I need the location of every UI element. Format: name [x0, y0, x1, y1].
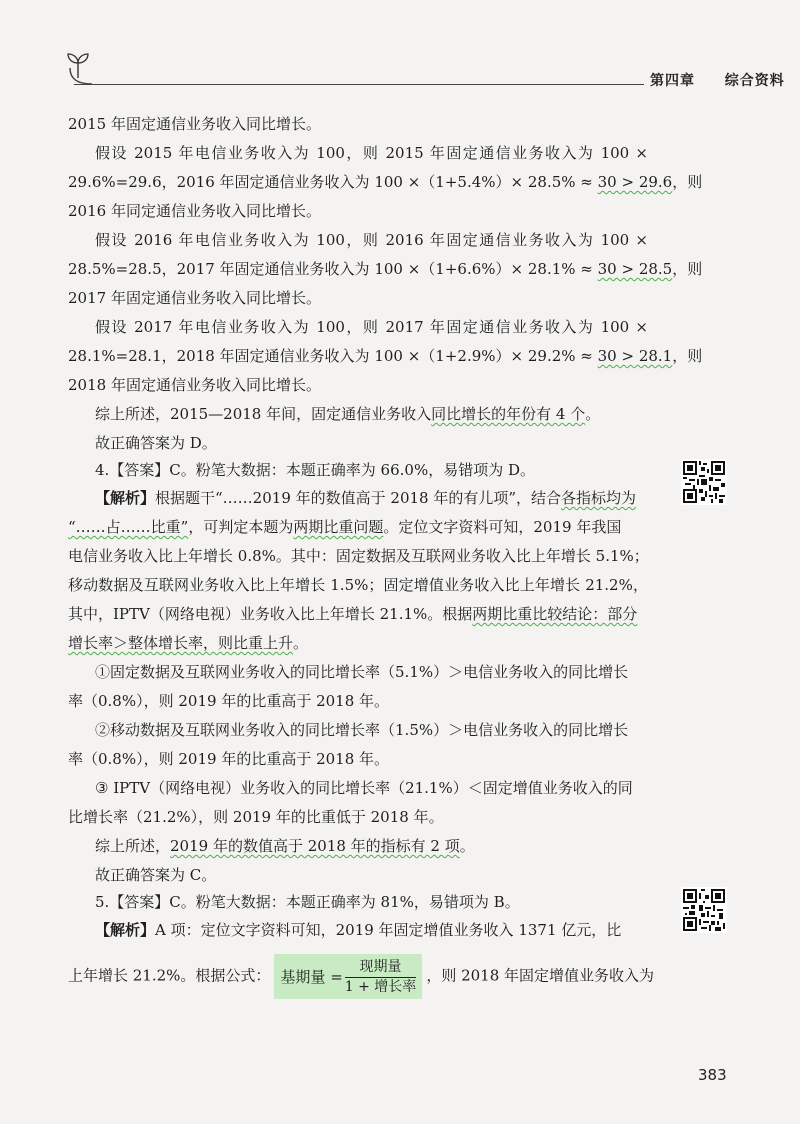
- highlight-run: 两期比重比较结论：部分: [472, 605, 638, 623]
- formula-highlight: [274, 954, 422, 999]
- text-run: 上年增长 21.2%。根据公式：: [68, 966, 271, 985]
- text-line: 故正确答案为 D。: [95, 434, 217, 452]
- formula-line: [68, 954, 654, 994]
- text-line: 2017 年固定通信业务收入同比增长。: [68, 289, 321, 307]
- highlight-run: 30 > 29.6: [597, 173, 673, 191]
- text-line: [68, 604, 637, 626]
- qr-code-icon[interactable]: [681, 887, 727, 933]
- q4-analysis-line: [95, 488, 636, 510]
- text-line: ①固定数据及互联网业务收入的同比增长率（5.1%）＞电信业务收入的同比增长: [95, 663, 629, 681]
- highlight-run: 30 > 28.5: [597, 260, 673, 278]
- chapter-label: 第四章: [650, 73, 695, 89]
- highlight-run: “……占……比重”: [68, 518, 189, 536]
- text-line: 比增长率（21.2%），则 2019 年的比重低于 2018 年。: [68, 808, 444, 826]
- text-line: 2018 年固定通信业务收入同比增长。: [68, 376, 321, 394]
- q4-answer-line: 4.【答案】C。粉笔大数据：本题正确率为 66.0%，易错项为 D。: [95, 461, 536, 479]
- fraction-denominator: 1 + 增长率: [344, 978, 417, 995]
- highlight-run: 2019 年的数值高于 2018 年的指标有 2 项: [170, 837, 460, 855]
- text-run: 。: [585, 405, 601, 423]
- highlight-run: 增长率＞整体增长率，则比重上升: [68, 634, 294, 652]
- text-line: [95, 836, 475, 858]
- text-line: 2016 年同定通信业务收入同比增长。: [68, 202, 321, 220]
- text-run: 。定位文字资料可知，2019 年我国: [383, 518, 622, 536]
- highlight-run: 各指标均为: [561, 489, 637, 507]
- text-line: ②移动数据及互联网业务收入的同比增长率（1.5%）＞电信业务收入的同比增长: [95, 721, 629, 739]
- text-run: 。: [293, 634, 309, 652]
- text-line: [68, 259, 702, 281]
- text-line: 率（0.8%），则 2019 年的比重高于 2018 年。: [68, 692, 390, 710]
- text-line: [95, 404, 600, 426]
- header-curve-decoration: [68, 66, 92, 86]
- q5-answer-line: 5.【答案】C。粉笔大数据：本题正确率为 81%，易错项为 B。: [95, 893, 520, 911]
- text-run: 28.1%=28.1，2018 年固定通信业务收入为 100 ×（1+2.9%）× 29.2% ≈: [68, 347, 593, 365]
- text-line: 移动数据及互联网业务收入比上年增长 1.5%；固定增值业务收入比上年增长 21.2%，: [68, 576, 648, 594]
- text-run: 其中，IPTV（网络电视）业务收入比上年增长 21.1%。根据: [68, 605, 473, 623]
- text-line: 假设 2015 年电信业务收入为 100，则 2015 年固定通信业务收入为 100 ×: [95, 144, 648, 162]
- fraction-numerator: 现期量: [345, 959, 417, 978]
- text-run: ，则: [672, 260, 703, 278]
- analysis-label: 【解析】: [95, 489, 156, 507]
- text-line: 假设 2016 年电信业务收入为 100，则 2016 年固定通信业务收入为 100 ×: [95, 231, 648, 249]
- q5-analysis-line: [95, 920, 621, 942]
- text-run: 综上所述，2015—2018 年间，固定通信业务收入: [95, 405, 432, 423]
- qr-code-icon[interactable]: [681, 459, 727, 505]
- text-line: [68, 172, 702, 194]
- text-line: [68, 633, 308, 655]
- text-line: 电信业务收入比上年增长 0.8%。其中：固定数据及互联网业务收入比上年增长 5.1%；: [68, 547, 649, 565]
- text-line: [68, 517, 621, 539]
- text-line: 故正确答案为 C。: [95, 866, 217, 884]
- text-line: [68, 346, 702, 368]
- chapter-title: [650, 70, 785, 90]
- section-label: 综合资料: [724, 73, 785, 89]
- highlight-run: 两期比重问题: [293, 518, 384, 536]
- text-run: 根据题干“……2019 年的数值高于 2018 年的有儿项”，结合: [155, 489, 562, 507]
- highlight-run: 同比增长的年份有 4 个: [431, 405, 586, 423]
- text-run: ，则: [672, 173, 703, 191]
- page-number: 383: [698, 1066, 727, 1084]
- text-run: A 项：定位文字资料可知，2019 年固定增值业务收入 1371 亿元，比: [155, 921, 622, 939]
- text-run: 29.6%=29.6，2016 年固定通信业务收入为 100 ×（1+5.4%）× 28.5% ≈: [68, 173, 593, 191]
- text-run: 综上所述，: [95, 837, 171, 855]
- text-line: ③ IPTV（网络电视）业务收入的同比增长率（21.1%）＜固定增值业务收入的同: [95, 779, 633, 797]
- text-line: 假设 2017 年电信业务收入为 100，则 2017 年固定通信业务收入为 100 ×: [95, 318, 648, 336]
- header-rule: [74, 84, 644, 85]
- text-run: ，则 2018 年固定增值业务收入为: [426, 966, 655, 985]
- highlight-run: 30 > 28.1: [597, 347, 673, 365]
- text-run: 。: [459, 837, 475, 855]
- text-run: ，可判定本题为: [188, 518, 294, 536]
- text-run: 28.5%=28.5，2017 年固定通信业务收入为 100 ×（1+6.6%）× 28.1% ≈: [68, 260, 593, 278]
- analysis-label: 【解析】: [95, 921, 156, 939]
- text-line: 2015 年固定通信业务收入同比增长。: [68, 115, 321, 133]
- page-header: [54, 50, 785, 90]
- formula-left: 基期量 =: [280, 968, 343, 986]
- text-run: ，则: [672, 347, 703, 365]
- text-line: 率（0.8%），则 2019 年的比重高于 2018 年。: [68, 750, 390, 768]
- formula-fraction: [345, 959, 417, 996]
